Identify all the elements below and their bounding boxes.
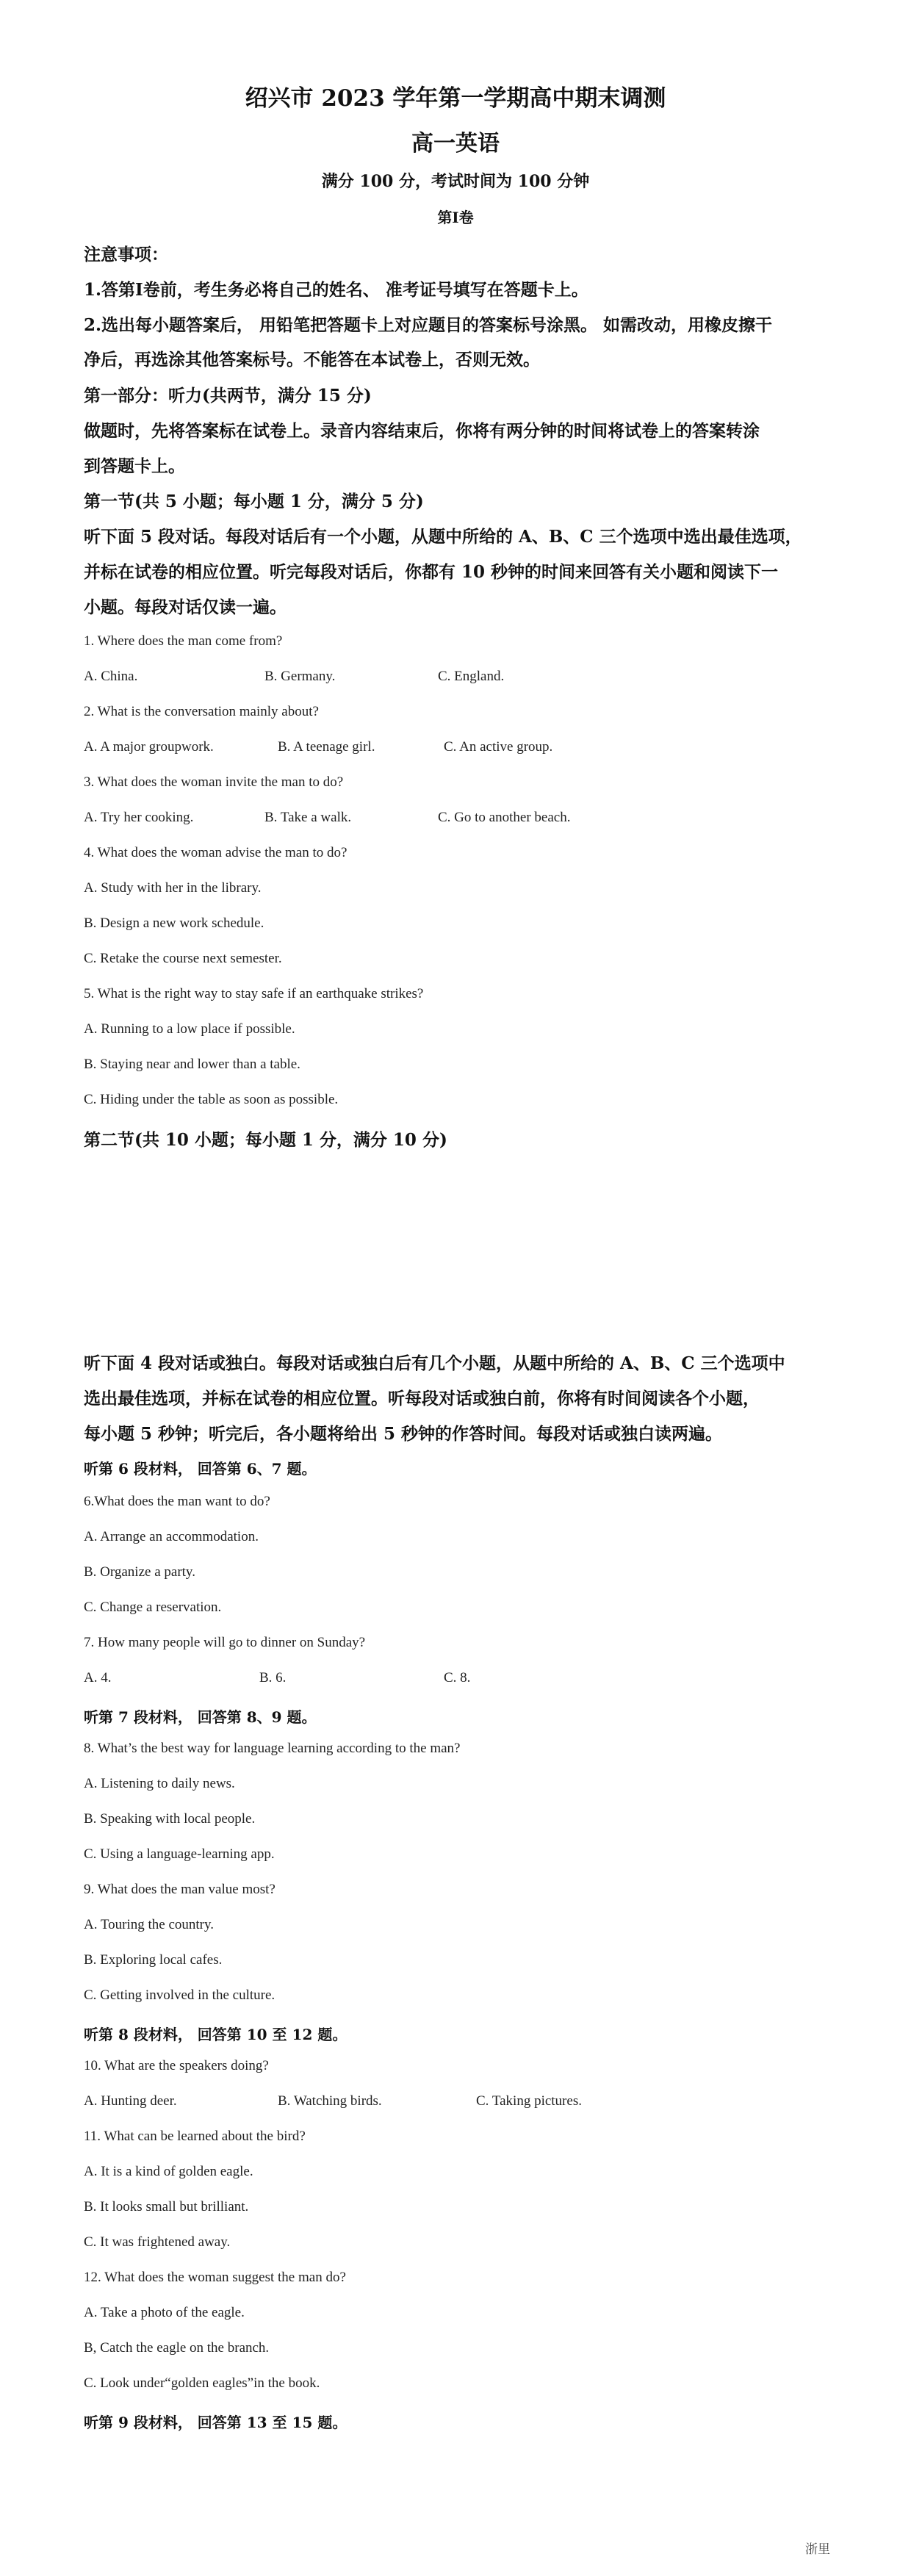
option-b: B, Catch the eagle on the branch. bbox=[84, 2340, 270, 2356]
option-b: B. Staying near and lower than a table. bbox=[84, 1057, 300, 1072]
option-c: C. Go to another beach. bbox=[438, 810, 571, 825]
part1-heading: 第一部分：听力(共两节，满分 15 分) bbox=[84, 386, 372, 406]
notes-heading: 注意事项： bbox=[84, 245, 168, 265]
material-9-heading: 听第 9 段材料， 回答第 13 至 15 题。 bbox=[84, 2414, 348, 2431]
option-b: B. Design a new work schedule. bbox=[84, 915, 264, 931]
option-b: B. Germany. bbox=[264, 669, 336, 684]
option-a: A. 4. bbox=[84, 1670, 112, 1685]
section1-intro-b: 并标在试卷的相应位置。听完每段对话后，你都有 10 秒钟的时间来回答有关小题和阅读下一 bbox=[84, 562, 779, 582]
option-c: C. Look under“golden eagles”in the book. bbox=[84, 2375, 320, 2391]
option-a: A. Hunting deer. bbox=[84, 2093, 177, 2109]
section2-intro-b: 选出最佳选项，并标在试卷的相应位置。听每段对话或独白前，你将有时间阅读各个小题， bbox=[84, 1389, 760, 1408]
option-b: B. A teenage girl. bbox=[278, 739, 375, 755]
section1-heading: 第一节(共 5 小题；每小题 1 分，满分 5 分) bbox=[84, 492, 424, 511]
option-c: C. Using a language-learning app. bbox=[84, 1846, 275, 1862]
option-a: A. Try her cooking. bbox=[84, 810, 194, 825]
question-stem: 1. Where does the man come from? bbox=[84, 633, 283, 649]
option-b: B. Speaking with local people. bbox=[84, 1811, 256, 1827]
question-stem: 3. What does the woman invite the man to do? bbox=[84, 774, 344, 790]
option-b: B. Take a walk. bbox=[264, 810, 352, 825]
option-a: A. Take a photo of the eagle. bbox=[84, 2305, 245, 2320]
material-7-heading: 听第 7 段材料， 回答第 8、9 题。 bbox=[84, 1708, 317, 1726]
option-b: B. Organize a party. bbox=[84, 1564, 195, 1580]
question-stem: 2. What is the conversation mainly about? bbox=[84, 704, 319, 719]
option-a: A. Touring the country. bbox=[84, 1917, 215, 1932]
notes-line-1: 1.答第Ⅰ卷前，考生务必将自己的姓名、 准考证号填写在答题卡上。 bbox=[84, 280, 588, 300]
question-stem: 9. What does the man value most? bbox=[84, 1882, 276, 1897]
option-c: C. An active group. bbox=[444, 739, 553, 755]
option-b: B. Watching birds. bbox=[278, 2093, 382, 2109]
option-c: C. 8. bbox=[444, 1670, 471, 1685]
option-a: A. Running to a low place if possible. bbox=[84, 1021, 295, 1037]
volume-label: 第Ⅰ卷 bbox=[437, 209, 474, 226]
question-stem: 5. What is the right way to stay safe if an earthquake strikes? bbox=[84, 986, 424, 1001]
option-a: A. A major groupwork. bbox=[84, 739, 214, 755]
option-c: C. It was frightened away. bbox=[84, 2234, 231, 2250]
section2-intro-a: 听下面 4 段对话或独白。每段对话或独白后有几个小题，从题中所给的 A、B、C 三个选项中 bbox=[84, 1353, 785, 1373]
option-a: A. Study with her in the library. bbox=[84, 880, 262, 896]
question-stem: 4. What does the woman advise the man to do? bbox=[84, 845, 348, 860]
notes-line-2b: 净后，再选涂其他答案标号。不能答在本试卷上，否则无效。 bbox=[84, 350, 540, 370]
notes-line-2a: 2.选出每小题答案后， 用铅笔把答题卡上对应题目的答案标号涂黑。 如需改动，用橡皮擦干 bbox=[84, 315, 773, 335]
option-a: A. Arrange an accommodation. bbox=[84, 1529, 259, 1544]
question-stem: 11. What can be learned about the bird? bbox=[84, 2129, 306, 2144]
option-a: A. China. bbox=[84, 669, 138, 684]
exam-meta: 满分 100 分，考试时间为 100 分钟 bbox=[321, 172, 590, 191]
option-c: C. Getting involved in the culture. bbox=[84, 1987, 276, 2003]
question-stem: 7. How many people will go to dinner on Sunday? bbox=[84, 1635, 366, 1650]
option-c: C. Taking pictures. bbox=[476, 2093, 582, 2109]
question-stem: 12. What does the woman suggest the man do? bbox=[84, 2270, 346, 2285]
footer-mark: 浙里 bbox=[805, 2542, 830, 2557]
section1-intro-c: 小题。每段对话仅读一遍。 bbox=[84, 597, 287, 617]
section2-heading: 第二节(共 10 小题；每小题 1 分，满分 10 分) bbox=[84, 1130, 447, 1150]
exam-subject: 高一英语 bbox=[411, 131, 500, 156]
material-6-heading: 听第 6 段材料， 回答第 6、7 题。 bbox=[84, 1460, 317, 1478]
option-b: B. It looks small but brilliant. bbox=[84, 2199, 249, 2215]
exam-title: 绍兴市 2023 学年第一学期高中期末调测 bbox=[245, 85, 666, 112]
option-b: B. Exploring local cafes. bbox=[84, 1952, 223, 1968]
part1-intro-a: 做题时，先将答案标在试卷上。录音内容结束后，你将有两分钟的时间将试卷上的答案转涂 bbox=[84, 421, 760, 441]
option-c: C. England. bbox=[438, 669, 505, 684]
option-a: A. It is a kind of golden eagle. bbox=[84, 2164, 253, 2179]
option-a: A. Listening to daily news. bbox=[84, 1776, 235, 1791]
section2-intro-c: 每小题 5 秒钟；听完后，各小题将给出 5 秒钟的作答时间。每段对话或独白读两遍。 bbox=[84, 1424, 723, 1444]
option-c: C. Hiding under the table as soon as possible. bbox=[84, 1092, 339, 1107]
question-stem: 6.What does the man want to do? bbox=[84, 1494, 270, 1509]
material-8-heading: 听第 8 段材料， 回答第 10 至 12 题。 bbox=[84, 2026, 348, 2043]
section1-intro-a: 听下面 5 段对话。每段对话后有一个小题，从题中所给的 A、B、C 三个选项中选出最佳选项， bbox=[84, 527, 802, 547]
part1-intro-b: 到答题卡上。 bbox=[84, 456, 185, 476]
question-stem: 10. What are the speakers doing? bbox=[84, 2058, 269, 2073]
option-c: C. Change a reservation. bbox=[84, 1600, 222, 1615]
option-c: C. Retake the course next semester. bbox=[84, 951, 282, 966]
question-stem: 8. What’s the best way for language learning according to the man? bbox=[84, 1741, 461, 1756]
option-b: B. 6. bbox=[259, 1670, 287, 1685]
